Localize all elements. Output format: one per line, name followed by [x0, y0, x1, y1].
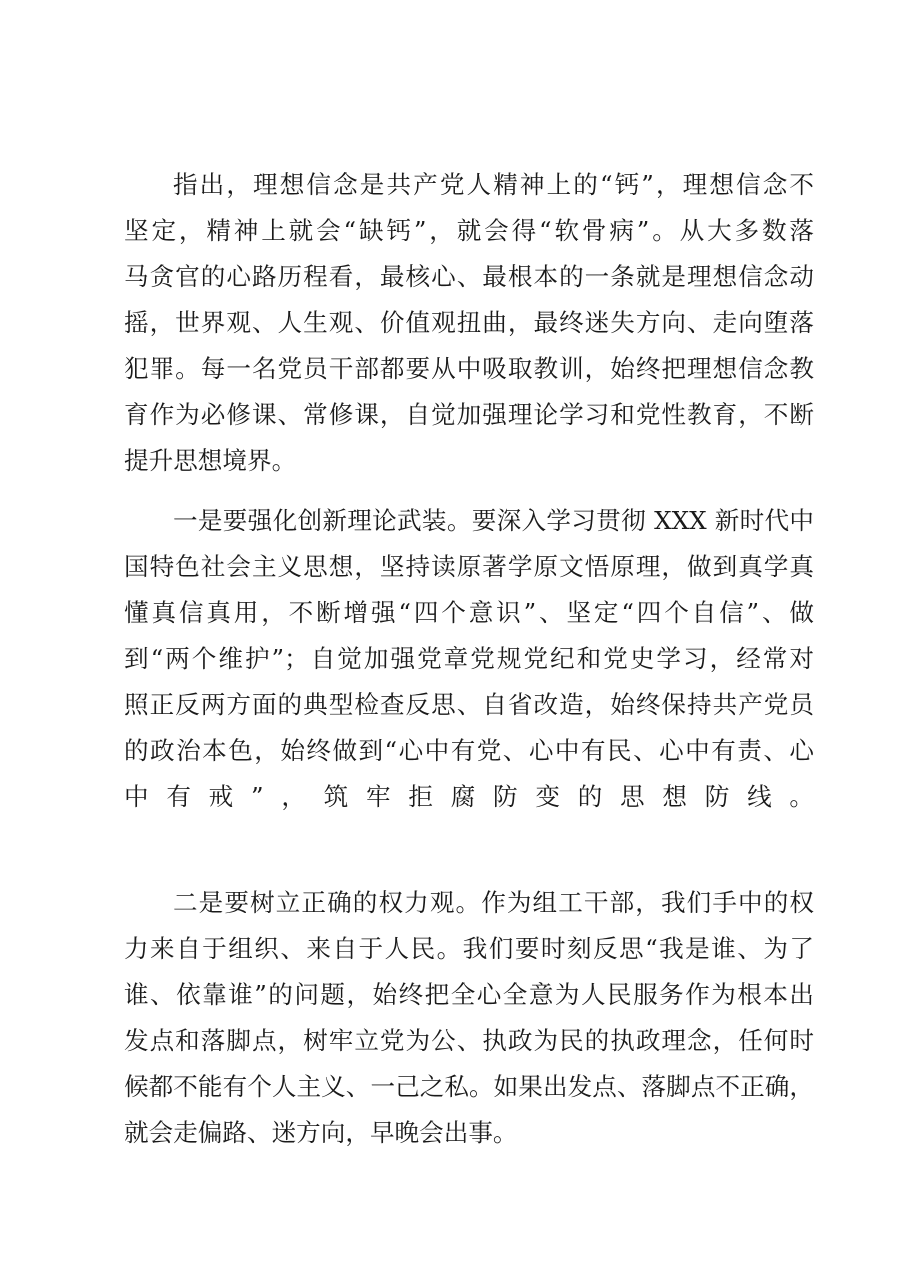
text-line: 候都不能有个人主义、一己之私。如果出发点、落脚点不正确， [124, 1072, 814, 1101]
text-line: 中有戒”，筑牢拒腐防变的思想防线。 [124, 782, 814, 811]
text-line: 国特色社会主义思想，坚持读原著学原文悟原理，做到真学真 [124, 552, 814, 581]
text-line: 马贪官的心路历程看，最核心、最根本的一条就是理想信念动 [124, 262, 814, 291]
text-line: 犯罪。每一名党员干部都要从中吸取教训，始终把理想信念教 [124, 354, 814, 383]
text-line: 坚定，精神上就会“缺钙”，就会得“软骨病”。从大多数落 [124, 216, 814, 245]
text-line: 的政治本色，始终做到“心中有党、心中有民、心中有责、心 [124, 736, 814, 765]
text-line: 照正反两方面的典型检查反思、自省改造，始终保持共产党员 [124, 690, 814, 719]
text-line: 育作为必修课、常修课，自觉加强理论学习和党性教育，不断 [124, 400, 814, 429]
text-line: 就会走偏路、迷方向，早晚会出事。 [124, 1118, 518, 1147]
text-line: 提升思想境界。 [124, 446, 297, 475]
text-line [124, 821, 814, 865]
text-line: 二是要树立正确的权力观。作为组工干部，我们手中的权 [173, 888, 814, 917]
text-line: 到“两个维护”；自觉加强党章党规党纪和党史学习，经常对 [124, 644, 814, 673]
text-line: 谁、依靠谁”的问题，始终把全心全意为人民服务作为根本出 [124, 980, 814, 1009]
text-line: 一是要强化创新理论武装。要深入学习贯彻 XXX 新时代中 [173, 506, 814, 535]
text-line: 懂真信真用，不断增强“四个意识”、坚定“四个自信”、做 [124, 598, 814, 627]
text-line: 力来自于组织、来自于人民。我们要时刻反思“我是谁、为了 [124, 934, 814, 963]
text-line: 发点和落脚点，树牢立党为公、执政为民的执政理念，任何时 [124, 1026, 814, 1055]
text-line: 摇，世界观、人生观、价值观扭曲，最终迷失方向、走向堕落 [124, 308, 814, 337]
text-line: 指出，理想信念是共产党人精神上的“钙”，理想信念不 [173, 170, 814, 199]
